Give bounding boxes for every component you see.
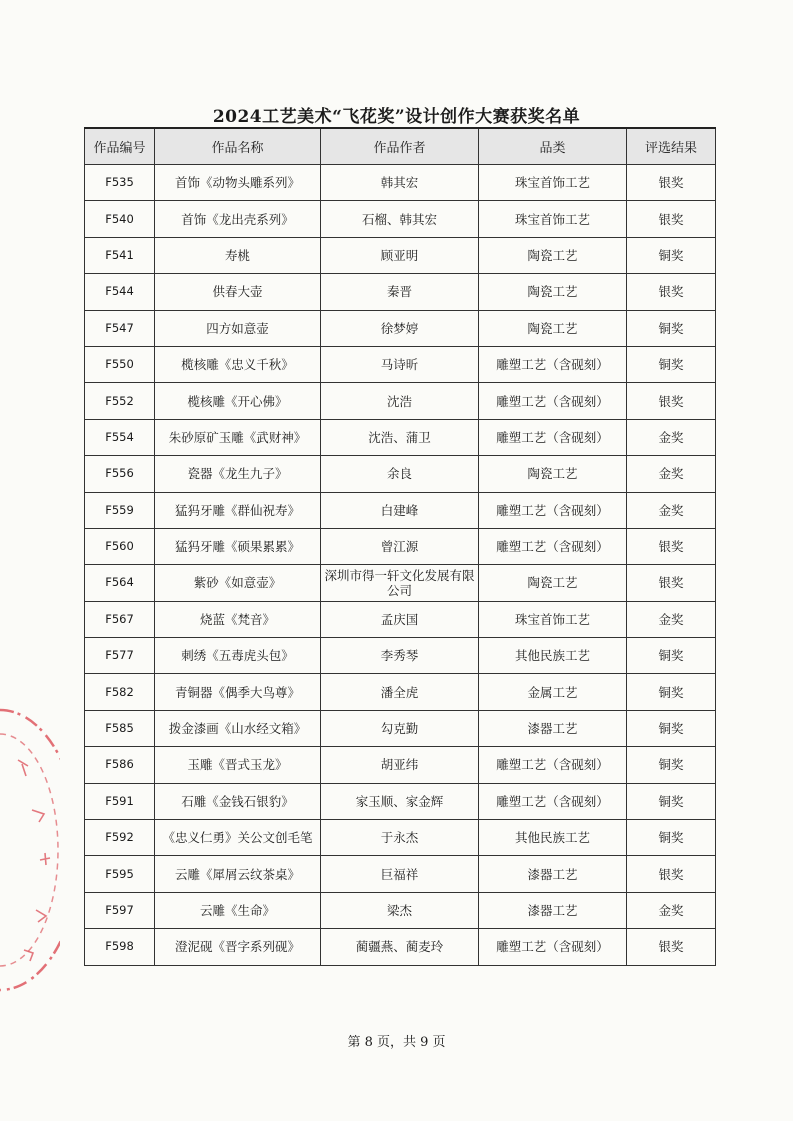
table-row — [85, 456, 716, 492]
cell-category: 珠宝首饰工艺 — [479, 601, 627, 637]
cell-name: 石雕《金钱石银豹》 — [155, 783, 321, 819]
header-code: 作品编号 — [85, 128, 155, 165]
table-row — [85, 565, 716, 601]
cell-category: 漆器工艺 — [479, 892, 627, 928]
cell-author: 韩其宏 — [321, 165, 479, 201]
cell-author: 胡亚纬 — [321, 747, 479, 783]
cell-name: 玉雕《晋式玉龙》 — [155, 747, 321, 783]
table-row — [85, 419, 716, 455]
cell-author: 沈浩、蒲卫 — [321, 419, 479, 455]
cell-result: 铜奖 — [627, 346, 716, 382]
cell-result: 银奖 — [627, 201, 716, 237]
cell-category: 雕塑工艺（含砚刻） — [479, 929, 627, 965]
cell-name: 紫砂《如意壶》 — [155, 565, 321, 601]
cell-code: F597 — [85, 892, 155, 928]
cell-code: F556 — [85, 456, 155, 492]
cell-code: F595 — [85, 856, 155, 892]
cell-category: 其他民族工艺 — [479, 638, 627, 674]
cell-code: F598 — [85, 929, 155, 965]
header-author: 作品作者 — [321, 128, 479, 165]
page-footer: 第 8 页，共 9 页 — [347, 1035, 446, 1050]
cell-result: 铜奖 — [627, 310, 716, 346]
cell-author: 石榴、韩其宏 — [321, 201, 479, 237]
table-row — [85, 820, 716, 856]
table-row — [85, 528, 716, 564]
cell-author: 巨福祥 — [321, 856, 479, 892]
cell-category: 雕塑工艺（含砚刻） — [479, 383, 627, 419]
cell-category: 雕塑工艺（含砚刻） — [479, 346, 627, 382]
table-row — [85, 929, 716, 965]
table-row — [85, 783, 716, 819]
document-title: 2024工艺美术“飞花奖”设计创作大赛获奖名单 — [212, 107, 581, 127]
cell-code: F544 — [85, 274, 155, 310]
cell-result: 铜奖 — [627, 710, 716, 746]
cell-name: 猛犸牙雕《硕果累累》 — [155, 528, 321, 564]
cell-result: 金奖 — [627, 456, 716, 492]
cell-name: 瓷器《龙生九子》 — [155, 456, 321, 492]
cell-name: 云雕《犀屑云纹茶桌》 — [155, 856, 321, 892]
table-row — [85, 856, 716, 892]
cell-code: F567 — [85, 601, 155, 637]
cell-result: 银奖 — [627, 856, 716, 892]
cell-category: 雕塑工艺（含砚刻） — [479, 747, 627, 783]
cell-author: 秦晋 — [321, 274, 479, 310]
cell-category: 金属工艺 — [479, 674, 627, 710]
cell-author: 顾亚明 — [321, 237, 479, 273]
cell-author: 孟庆国 — [321, 601, 479, 637]
cell-code: F535 — [85, 165, 155, 201]
cell-name: 榄核雕《开心佛》 — [155, 383, 321, 419]
cell-category: 漆器工艺 — [479, 856, 627, 892]
table-row — [85, 638, 716, 674]
cell-code: F586 — [85, 747, 155, 783]
cell-name: 首饰《动物头雕系列》 — [155, 165, 321, 201]
table-row — [85, 310, 716, 346]
cell-author: 于永杰 — [321, 820, 479, 856]
cell-result: 铜奖 — [627, 674, 716, 710]
cell-result: 银奖 — [627, 165, 716, 201]
cell-author: 家玉顺、家金辉 — [321, 783, 479, 819]
cell-code: F592 — [85, 820, 155, 856]
cell-category: 雕塑工艺（含砚刻） — [479, 492, 627, 528]
cell-code: F559 — [85, 492, 155, 528]
cell-code: F564 — [85, 565, 155, 601]
cell-category: 雕塑工艺（含砚刻） — [479, 528, 627, 564]
cell-category: 陶瓷工艺 — [479, 310, 627, 346]
cell-name: 刺绣《五毒虎头包》 — [155, 638, 321, 674]
header-result: 评选结果 — [627, 128, 716, 165]
cell-code: F547 — [85, 310, 155, 346]
cell-author: 徐梦婷 — [321, 310, 479, 346]
cell-category: 陶瓷工艺 — [479, 274, 627, 310]
table-row — [85, 165, 716, 201]
cell-code: F554 — [85, 419, 155, 455]
cell-author: 白建峰 — [321, 492, 479, 528]
official-seal-stamp — [0, 700, 60, 1000]
cell-name: 云雕《生命》 — [155, 892, 321, 928]
table-row — [85, 892, 716, 928]
cell-name: 寿桃 — [155, 237, 321, 273]
header-name: 作品名称 — [155, 128, 321, 165]
cell-name: 榄核雕《忠义千秋》 — [155, 346, 321, 382]
cell-category: 珠宝首饰工艺 — [479, 201, 627, 237]
table-row — [85, 747, 716, 783]
table-row — [85, 492, 716, 528]
table-row — [85, 237, 716, 273]
cell-name: 澄泥砚《晋字系列砚》 — [155, 929, 321, 965]
header-category: 品类 — [479, 128, 627, 165]
cell-code: F560 — [85, 528, 155, 564]
cell-category: 陶瓷工艺 — [479, 237, 627, 273]
table-row — [85, 346, 716, 382]
cell-code: F585 — [85, 710, 155, 746]
cell-name: 朱砂原矿玉雕《武财神》 — [155, 419, 321, 455]
cell-code: F540 — [85, 201, 155, 237]
awards-table — [84, 127, 716, 966]
cell-author: 深圳市得一轩文化发展有限公司 — [321, 565, 479, 601]
cell-name: 《忠义仁勇》关公文创毛笔 — [155, 820, 321, 856]
cell-code: F591 — [85, 783, 155, 819]
cell-name: 四方如意壶 — [155, 310, 321, 346]
cell-result: 铜奖 — [627, 747, 716, 783]
cell-code: F550 — [85, 346, 155, 382]
cell-category: 珠宝首饰工艺 — [479, 165, 627, 201]
table-row — [85, 201, 716, 237]
cell-result: 银奖 — [627, 565, 716, 601]
cell-name: 拨金漆画《山水经文箱》 — [155, 710, 321, 746]
cell-result: 铜奖 — [627, 237, 716, 273]
cell-result: 铜奖 — [627, 783, 716, 819]
cell-result: 银奖 — [627, 929, 716, 965]
cell-author: 曾江源 — [321, 528, 479, 564]
cell-category: 雕塑工艺（含砚刻） — [479, 783, 627, 819]
cell-category: 其他民族工艺 — [479, 820, 627, 856]
cell-category: 雕塑工艺（含砚刻） — [479, 419, 627, 455]
cell-category: 陶瓷工艺 — [479, 456, 627, 492]
table-row — [85, 710, 716, 746]
cell-result: 银奖 — [627, 528, 716, 564]
cell-name: 供春大壶 — [155, 274, 321, 310]
cell-result: 金奖 — [627, 892, 716, 928]
cell-result: 铜奖 — [627, 820, 716, 856]
table-row — [85, 274, 716, 310]
table-row — [85, 601, 716, 637]
cell-name: 首饰《龙出壳系列》 — [155, 201, 321, 237]
cell-result: 银奖 — [627, 274, 716, 310]
cell-category: 陶瓷工艺 — [479, 565, 627, 601]
cell-name: 猛犸牙雕《群仙祝寿》 — [155, 492, 321, 528]
cell-result: 金奖 — [627, 492, 716, 528]
table-row — [85, 674, 716, 710]
cell-author: 余良 — [321, 456, 479, 492]
cell-author: 勾克勤 — [321, 710, 479, 746]
cell-author: 潘全虎 — [321, 674, 479, 710]
cell-code: F552 — [85, 383, 155, 419]
table-row — [85, 383, 716, 419]
cell-author: 李秀琴 — [321, 638, 479, 674]
cell-result: 金奖 — [627, 419, 716, 455]
cell-author: 蔺疆燕、蔺麦玲 — [321, 929, 479, 965]
cell-result: 铜奖 — [627, 638, 716, 674]
cell-result: 银奖 — [627, 383, 716, 419]
cell-author: 梁杰 — [321, 892, 479, 928]
cell-code: F582 — [85, 674, 155, 710]
table-header-row — [85, 128, 716, 165]
cell-author: 沈浩 — [321, 383, 479, 419]
cell-name: 青铜器《偶季大鸟尊》 — [155, 674, 321, 710]
cell-category: 漆器工艺 — [479, 710, 627, 746]
cell-result: 金奖 — [627, 601, 716, 637]
cell-code: F577 — [85, 638, 155, 674]
cell-code: F541 — [85, 237, 155, 273]
cell-name: 烧蓝《梵音》 — [155, 601, 321, 637]
cell-author: 马诗昕 — [321, 346, 479, 382]
